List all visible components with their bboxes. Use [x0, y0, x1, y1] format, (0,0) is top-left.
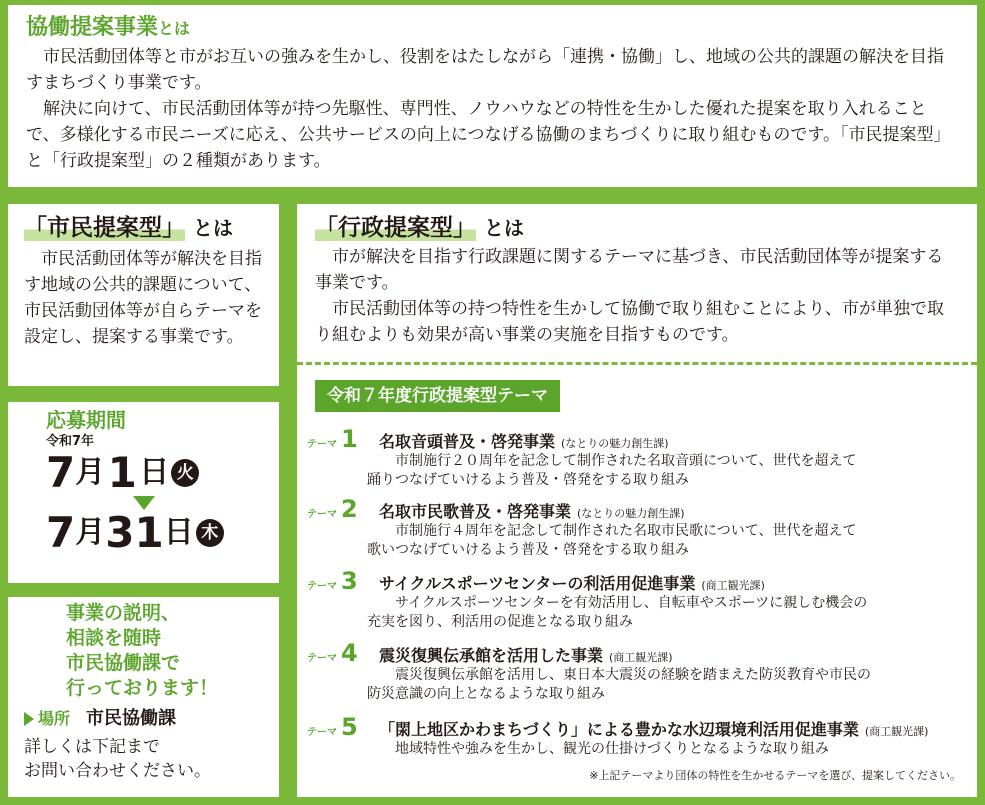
theme-item [307, 714, 957, 759]
place-value: 市民協働課 [86, 708, 177, 729]
end-day-unit: 日 [163, 515, 194, 550]
citizen-heading-label: 「市民提案型」 [24, 215, 185, 241]
period-heading: 応募期間 [46, 408, 126, 432]
theme-description [307, 452, 957, 490]
admin-proposal-heading [315, 212, 959, 244]
theme-description [307, 666, 957, 704]
theme-item [307, 426, 957, 490]
consult-line-3: 市民協働課で [66, 652, 181, 674]
theme-description-line-1: 市制施行２０周年を記念して制作された名取音頭について、世代を超えて [395, 453, 857, 469]
period-year: 令和7年 [46, 434, 95, 449]
theme-department: (なとりの魅力創生課) [561, 437, 669, 450]
consultation-place [24, 705, 269, 733]
theme-department: (商工観光課) [864, 725, 929, 738]
dashed-divider [297, 362, 977, 365]
start-month: 7 [46, 448, 76, 497]
intro-paragraph-2: 解決に向けて、市民活動団体等が持つ先駆性、専門性、ノウハウなどの特性を生かした優れた提案を取り入れることで、多様化する市民ニーズに応え、公共サービスの向上につなげる協働のまちづくりに取り組むものです。「市民提案型」と「行政提案型」の２種類があります。 [26, 99, 951, 171]
theme-title: サイクルスポーツセンターの利活用促進事業 [379, 574, 696, 593]
theme-description-line-2: 防災意識の向上となるような取り組み [367, 686, 605, 702]
citizen-proposal-heading [24, 212, 267, 244]
theme-footnote: ※上記テーマより団体の特性を生かせるテーマを選び、提案してください。 [589, 769, 961, 782]
theme-department: (商工観光課) [609, 651, 673, 664]
end-month-unit: 月 [75, 515, 106, 550]
period-end-date [46, 510, 279, 556]
theme-item [307, 496, 957, 560]
contact-note-line-2: お問い合わせください。 [24, 761, 211, 781]
theme-list-heading: 令和７年度行政提案型テーマ [315, 380, 560, 412]
theme-title: 名取市民歌普及・啓発事業 [379, 502, 572, 521]
consultation-message [24, 601, 269, 701]
theme-description-line-1: 震災復興伝承館を活用し、東日本大震災の経験を踏まえた防災教育や市民の [395, 667, 871, 683]
theme-description [307, 740, 957, 759]
intro-title-suffix: とは [158, 19, 191, 38]
theme-description-line-1: サイクルスポーツセンターを有効活用し、自転車やスポーツに親しむ機会の [395, 595, 868, 611]
theme-description-line-1: 市制施行４周年を記念して制作された名取市民歌について、世代を超えて [395, 523, 857, 539]
theme-number: 5 [341, 713, 358, 741]
consult-line-2: 相談を随時 [66, 627, 162, 649]
theme-label: テーマ [307, 727, 337, 738]
contact-note [24, 735, 269, 783]
theme-description [307, 522, 957, 560]
intro-paragraph-1: 市民活動団体等と市がお互いの強みを生かし、役割をはたしながら「連携・協働」し、地域の公共的課題の解決を目指すまちづくり事業です。 [26, 47, 944, 93]
theme-description-line-1: 地域特性や強みを生かし、観光の仕掛けづくりとなるような取り組み [395, 741, 829, 757]
citizen-proposal-text: 市民活動団体等が解決を目指す地域の公共的課題について、市民活動団体等が自らテーマを設定し、提案する事業です。 [24, 249, 262, 347]
citizen-proposal-panel [8, 204, 279, 386]
theme-description-line-2: 踊りつなげていけるよう普及・啓発をする取り組み [367, 472, 689, 488]
triangle-right-icon [24, 712, 34, 726]
admin-heading-suffix: とは [484, 216, 525, 240]
end-day: 31 [105, 508, 164, 557]
theme-description [307, 594, 957, 632]
admin-proposal-panel [297, 204, 977, 797]
theme-item [307, 640, 957, 704]
contact-note-line-1: 詳しくは下記まで [24, 737, 160, 757]
admin-paragraph-2: 市民活動団体等の持つ特性を生かして協働で取り組むことにより、市が単独で取り組むよりも効果が高い事業の実施を目指すものです。 [315, 299, 944, 345]
theme-title: 震災復興伝承館を活用した事業 [379, 646, 604, 665]
start-day: 1 [107, 448, 137, 497]
period-start-date [46, 450, 279, 496]
theme-number: 1 [341, 425, 358, 453]
theme-title: 名取音頭普及・啓発事業 [379, 432, 556, 451]
theme-label: テーマ [307, 509, 337, 520]
consult-line-1: 事業の説明、 [66, 602, 181, 624]
intro-panel [8, 5, 977, 187]
intro-title-main: 協働提案事業 [26, 15, 159, 40]
theme-title: 「閖上地区かわまちづくり」による豊かな水辺環境利活用促進事業 [379, 720, 859, 739]
theme-item [307, 568, 957, 632]
theme-number: 3 [341, 567, 358, 595]
admin-paragraph-1: 市が解決を目指す行政課題に関するテーマに基づき、市民活動団体等が提案する事業です。 [315, 247, 944, 293]
theme-label: テーマ [307, 653, 337, 664]
application-period-panel [8, 402, 279, 583]
theme-department: (商工観光課) [701, 579, 765, 592]
intro-title [26, 13, 959, 44]
theme-number: 2 [341, 495, 358, 523]
theme-label: テーマ [307, 439, 337, 450]
admin-heading-label: 「行政提案型」 [315, 215, 476, 241]
citizen-heading-suffix: とは [193, 216, 234, 240]
theme-label: テーマ [307, 581, 337, 592]
end-month: 7 [46, 508, 76, 557]
theme-number: 4 [341, 639, 358, 667]
place-label: 場所 [38, 709, 71, 728]
start-weekday-badge: 火 [171, 459, 199, 487]
start-month-unit: 月 [75, 455, 106, 490]
consultation-panel [8, 597, 279, 797]
theme-description-line-2: 充実を図り、利活用の促進となる取り組み [367, 614, 633, 630]
start-day-unit: 日 [139, 455, 170, 490]
theme-description-line-2: 歌いつなげていけるよう普及・啓発をする取り組み [367, 542, 689, 558]
consult-line-4: 行っております！ [66, 677, 219, 699]
theme-department: (なとりの魅力創生課) [577, 507, 685, 520]
end-weekday-badge: 木 [196, 519, 224, 547]
